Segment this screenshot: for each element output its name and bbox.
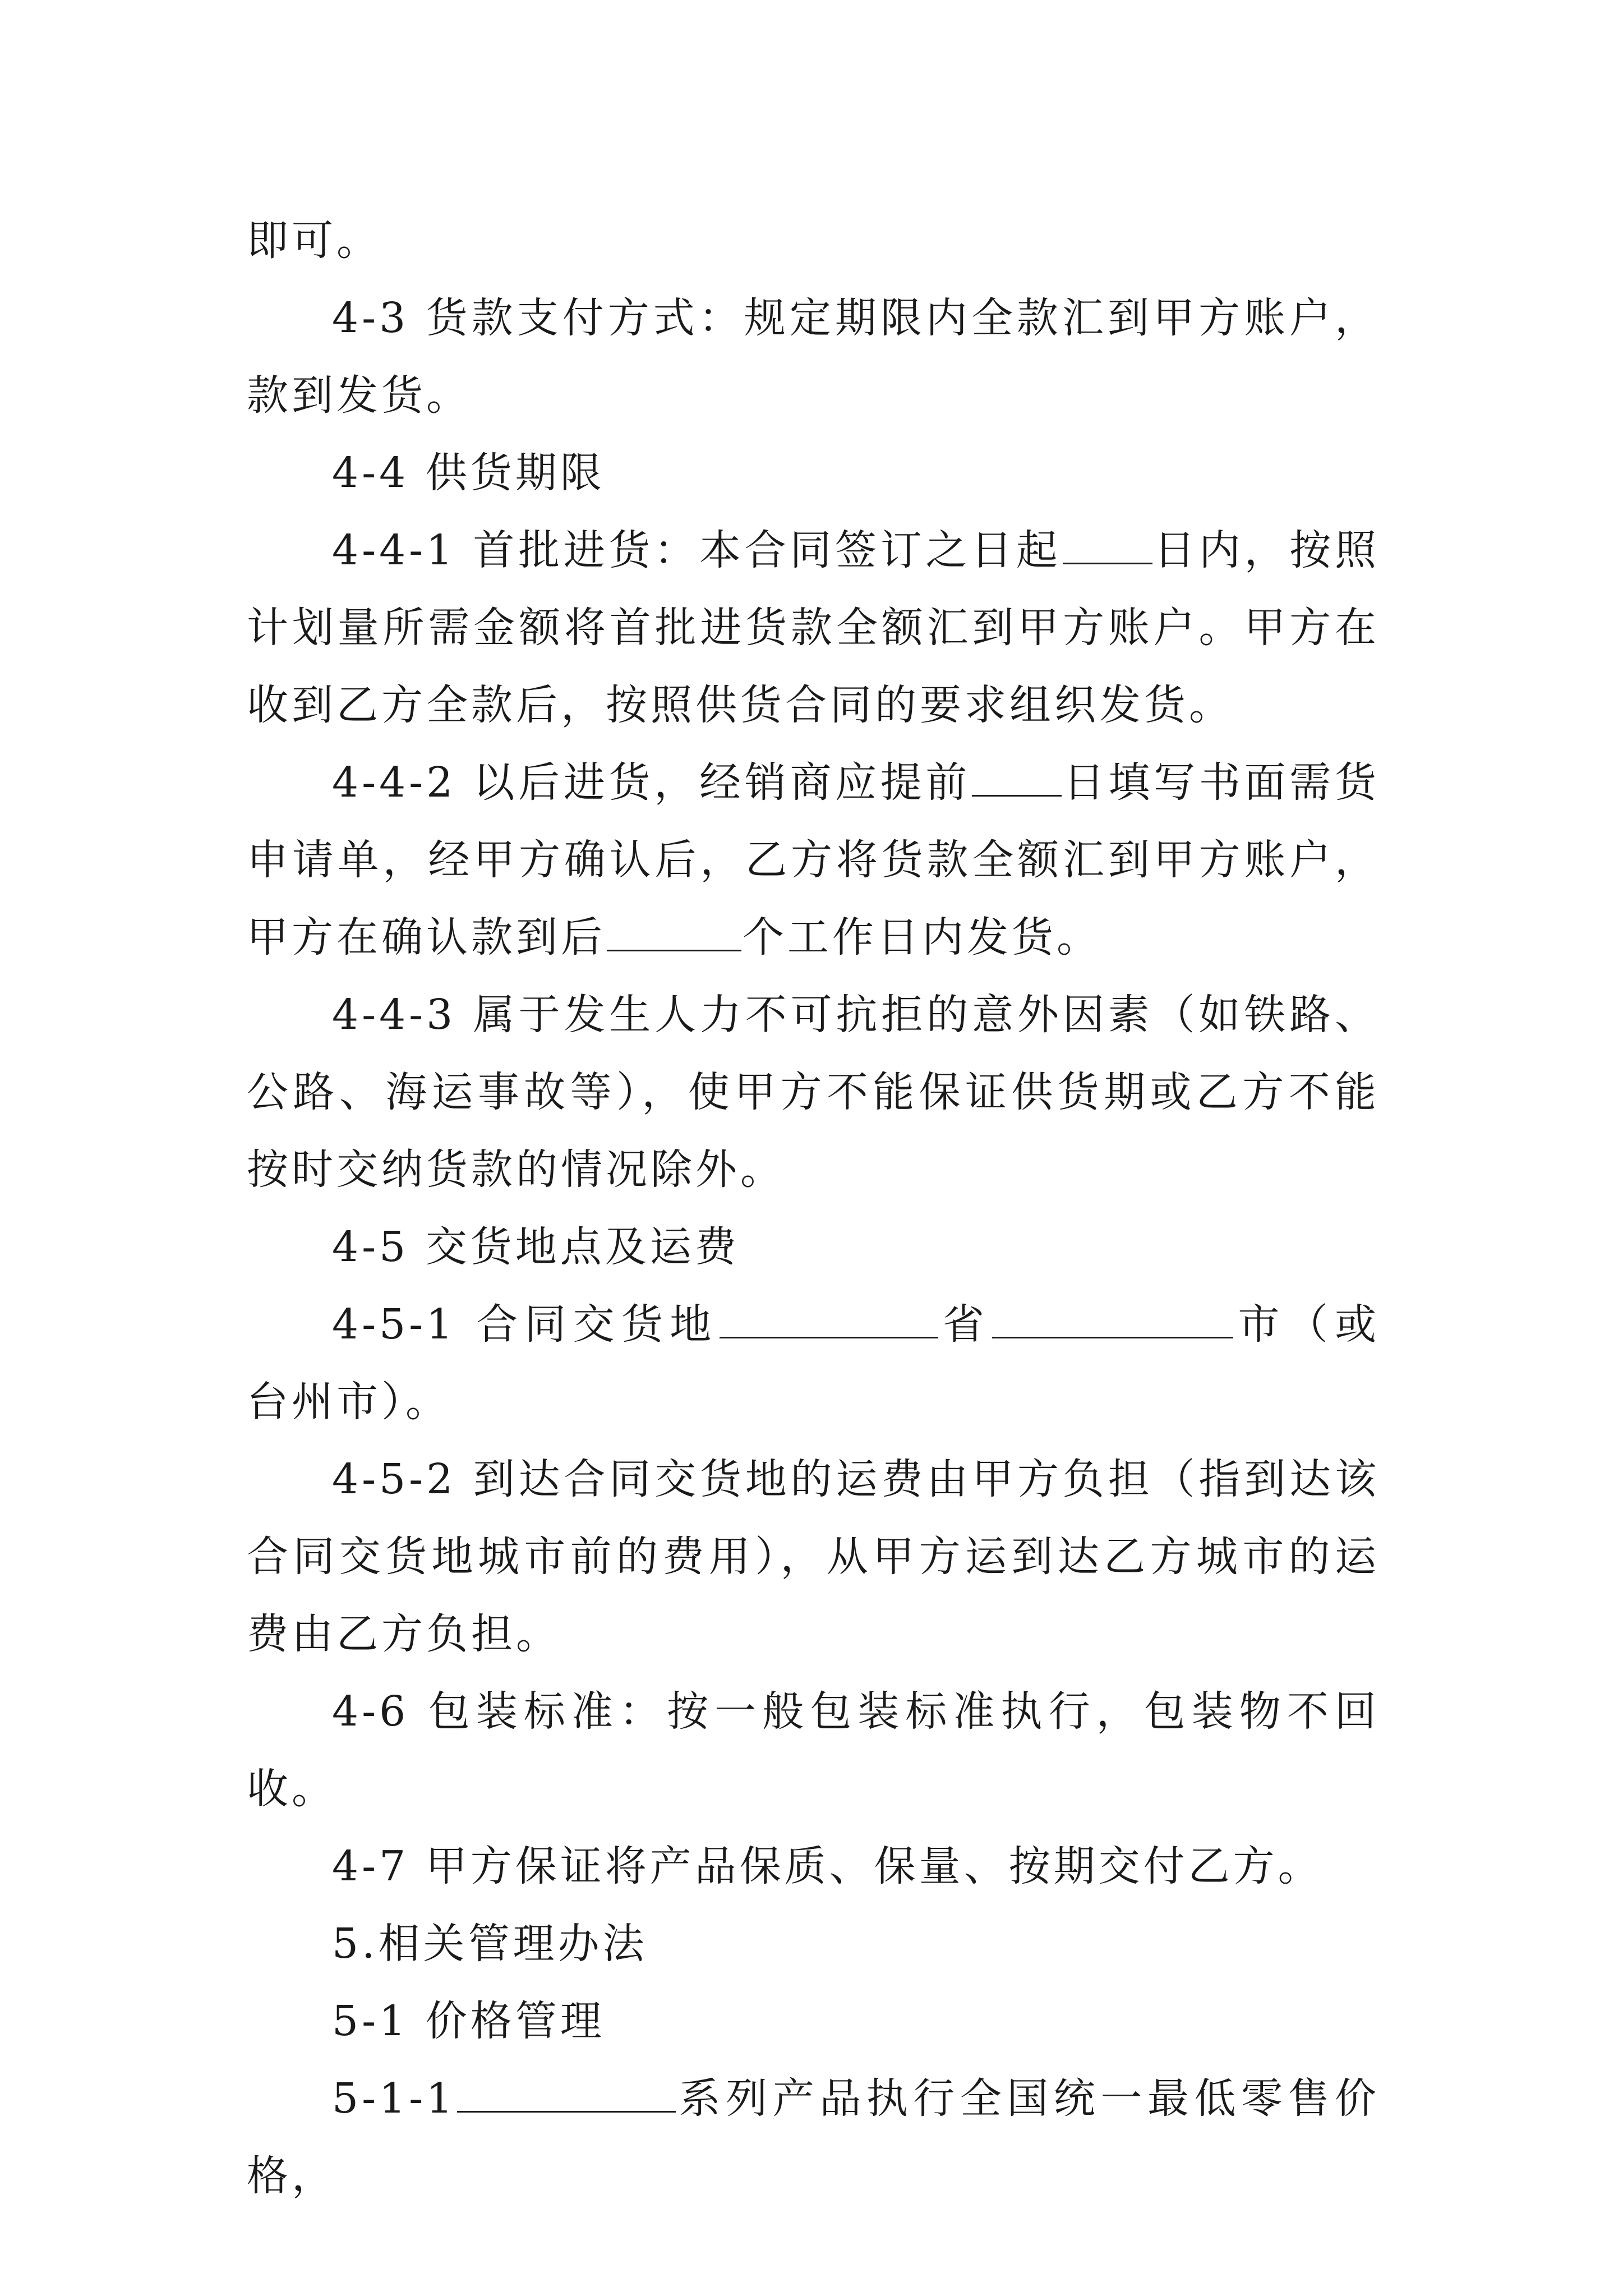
paragraph-text: 市（或台州市）。 <box>247 1300 1380 1426</box>
paragraph-text: 4-4 供货期限 <box>332 449 605 497</box>
paragraph-text: 5-1 价格管理 <box>332 1997 605 2045</box>
paragraph-text: 4-7 甲方保证将产品保质、保量、按期交付乙方。 <box>332 1842 1323 1890</box>
blank-days-field <box>972 756 1062 797</box>
paragraph-text: 日填写书面需货申请单，经甲方确认后，乙方将货款全额汇到甲方账户，甲方在确认款到后 <box>247 758 1380 961</box>
paragraph-4-6-packaging <box>247 1673 1380 1828</box>
paragraph-text: 4-5 交货地点及运费 <box>332 1223 740 1271</box>
paragraph-4-4-3-force-majeure <box>247 976 1380 1208</box>
paragraph-4-5-2-freight <box>247 1441 1380 1673</box>
paragraph-text: 系列产品执行全国统一最低零售价格， <box>247 2074 1380 2200</box>
heading-4-5-delivery-location <box>247 1208 1380 1286</box>
paragraph-text: 个工作日内发货。 <box>743 913 1101 961</box>
paragraph-text: 日内，按照计划量所需金额将首批进货款全额汇到甲方账户。甲方在收到乙方全款后，按照供货合同的要求组织发货。 <box>247 526 1380 729</box>
paragraph-text: 4-3 货款支付方式：规定期限内全款汇到甲方账户，款到发货。 <box>247 294 1380 420</box>
heading-5-management <box>247 1905 1380 1982</box>
paragraph-4-4-2-later-orders <box>247 744 1380 976</box>
paragraph-text: 4-4-1 首批进货：本合同签订之日起 <box>332 526 1062 574</box>
paragraph-text: 即可。 <box>247 217 381 265</box>
paragraph-text: 4-4-2 以后进货，经销商应提前 <box>332 758 971 807</box>
paragraph-text: 4-5-2 到达合同交货地的运费由甲方负担（指到达该合同交货地城市前的费用），从甲方运到达乙方城市的运费由乙方负担。 <box>247 1455 1380 1658</box>
paragraph-text: 5-1-1 <box>332 2074 457 2123</box>
blank-workdays-field <box>607 910 741 951</box>
document-body <box>247 202 1380 2215</box>
paragraph-4-4-1-first-order <box>247 512 1380 744</box>
blank-product-series-field <box>457 2072 676 2113</box>
blank-province-field <box>720 1297 938 1338</box>
heading-5-1-price-management <box>247 1982 1380 2060</box>
blank-days-field <box>1063 523 1152 564</box>
paragraph-4-3-payment-method <box>247 279 1380 434</box>
paragraph-text: 4-4-3 属于发生人力不可抗拒的意外因素（如铁路、公路、海运事故等），使甲方不能保证供货期或乙方不能按时交纳货款的情况除外。 <box>247 991 1380 1194</box>
paragraph-continuation <box>247 202 1380 279</box>
paragraph-text: 省 <box>939 1300 992 1349</box>
paragraph-5-1-1-retail-price <box>247 2060 1380 2215</box>
paragraph-4-7-guarantee <box>247 1828 1380 1905</box>
heading-4-4-supply-period <box>247 434 1380 512</box>
paragraph-text: 4-5-1 合同交货地 <box>332 1300 718 1349</box>
blank-city-field <box>992 1297 1233 1338</box>
paragraph-text: 5.相关管理办法 <box>332 1920 648 1968</box>
paragraph-text: 4-6 包装标准：按一般包装标准执行，包装物不回收。 <box>247 1687 1380 1813</box>
paragraph-4-5-1-delivery-place <box>247 1286 1380 1441</box>
